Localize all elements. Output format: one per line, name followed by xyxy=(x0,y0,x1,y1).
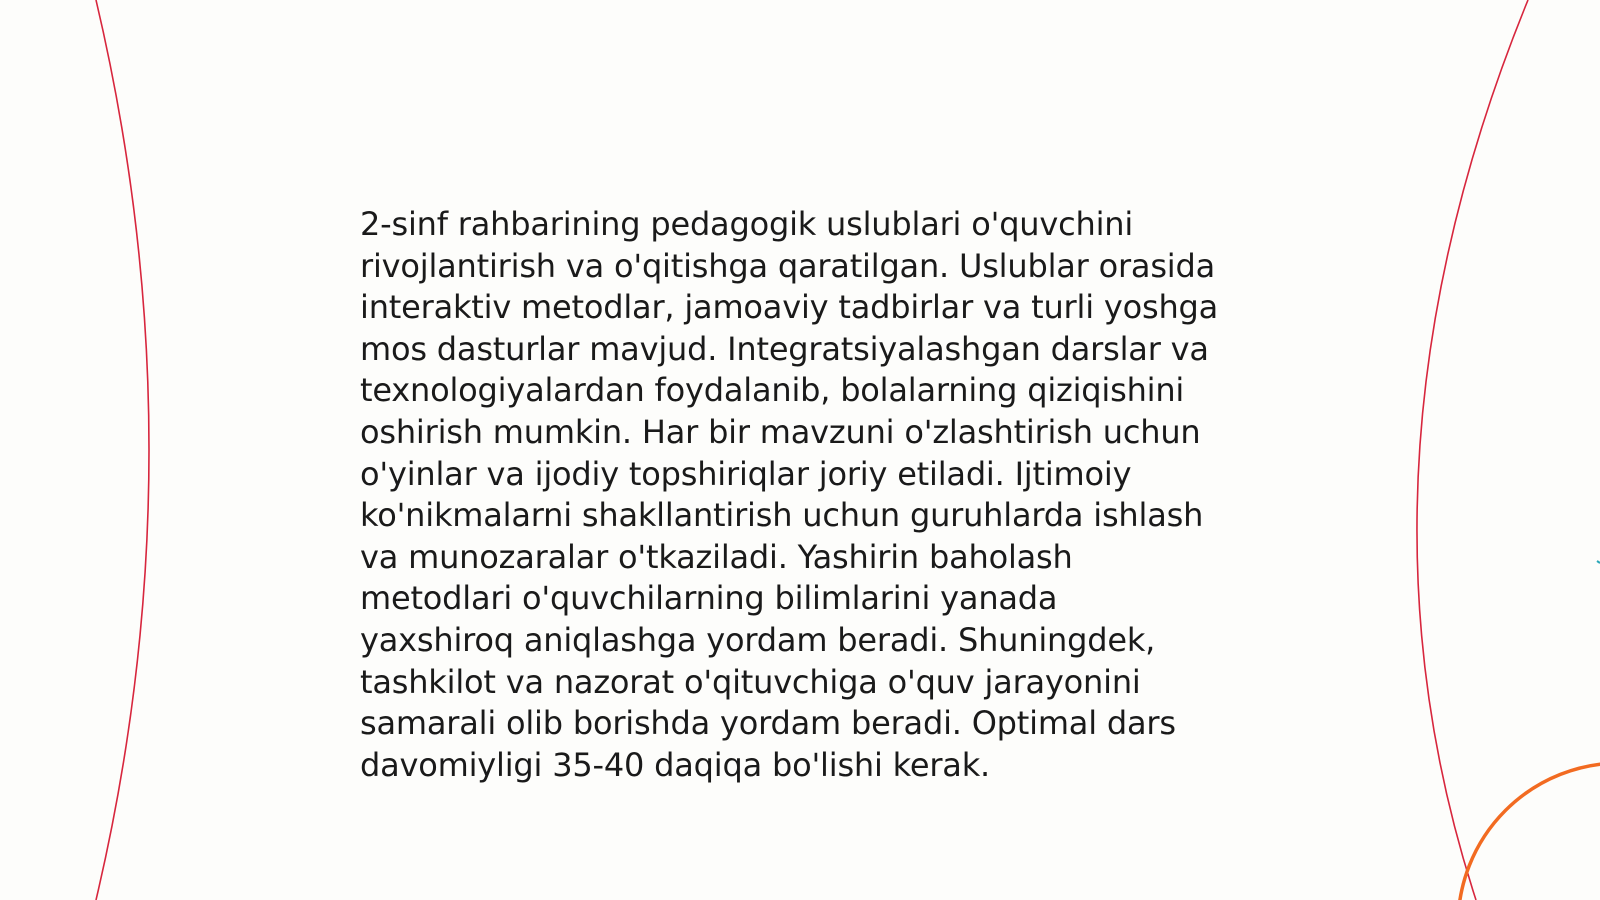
text-line: oshirish mumkin. Har bir mavzuni o'zlashtirish uchun xyxy=(360,412,1201,451)
text-line: rivojlantirish va o'qitishga qaratilgan. Uslublar orasida xyxy=(360,246,1216,285)
text-line: 2-sinf rahbarining pedagogik uslublari o'quvchini xyxy=(360,205,1134,243)
left-curve-line xyxy=(96,0,149,900)
text-line: va munozaralar o'tkaziladi. Yashirin baholash xyxy=(360,537,1073,576)
text-line: texnologiyalardan foydalanib, bolalarning qiziqishini xyxy=(360,371,1185,410)
orange-arc xyxy=(1458,763,1600,900)
text-line: samarali olib borishda yordam beradi. Optimal dars xyxy=(360,704,1176,743)
text-line: o'yinlar va ijodiy topshiriqlar joriy etiladi. Ijtimoiy xyxy=(360,454,1132,493)
right-curve-line xyxy=(1417,0,1528,900)
slide-body-text xyxy=(360,204,1260,786)
text-line: ko'nikmalarni shakllantirish uchun guruhlarda ishlash xyxy=(360,496,1204,535)
text-line: mos dasturlar mavjud. Integratsiyalashgan darslar va xyxy=(360,329,1209,368)
text-line: interaktiv metodlar, jamoaviy tadbirlar va turli yoshga xyxy=(360,288,1219,327)
text-line: tashkilot va nazorat o'qituvchiga o'quv jarayonini xyxy=(360,662,1141,701)
text-line: yaxshiroq aniqlashga yordam beradi. Shuningdek, xyxy=(360,620,1156,659)
text-line: metodlari o'quvchilarning bilimlarini yanada xyxy=(360,579,1058,618)
text-line: davomiyligi 35-40 daqiqa bo'lishi kerak. xyxy=(360,745,991,784)
